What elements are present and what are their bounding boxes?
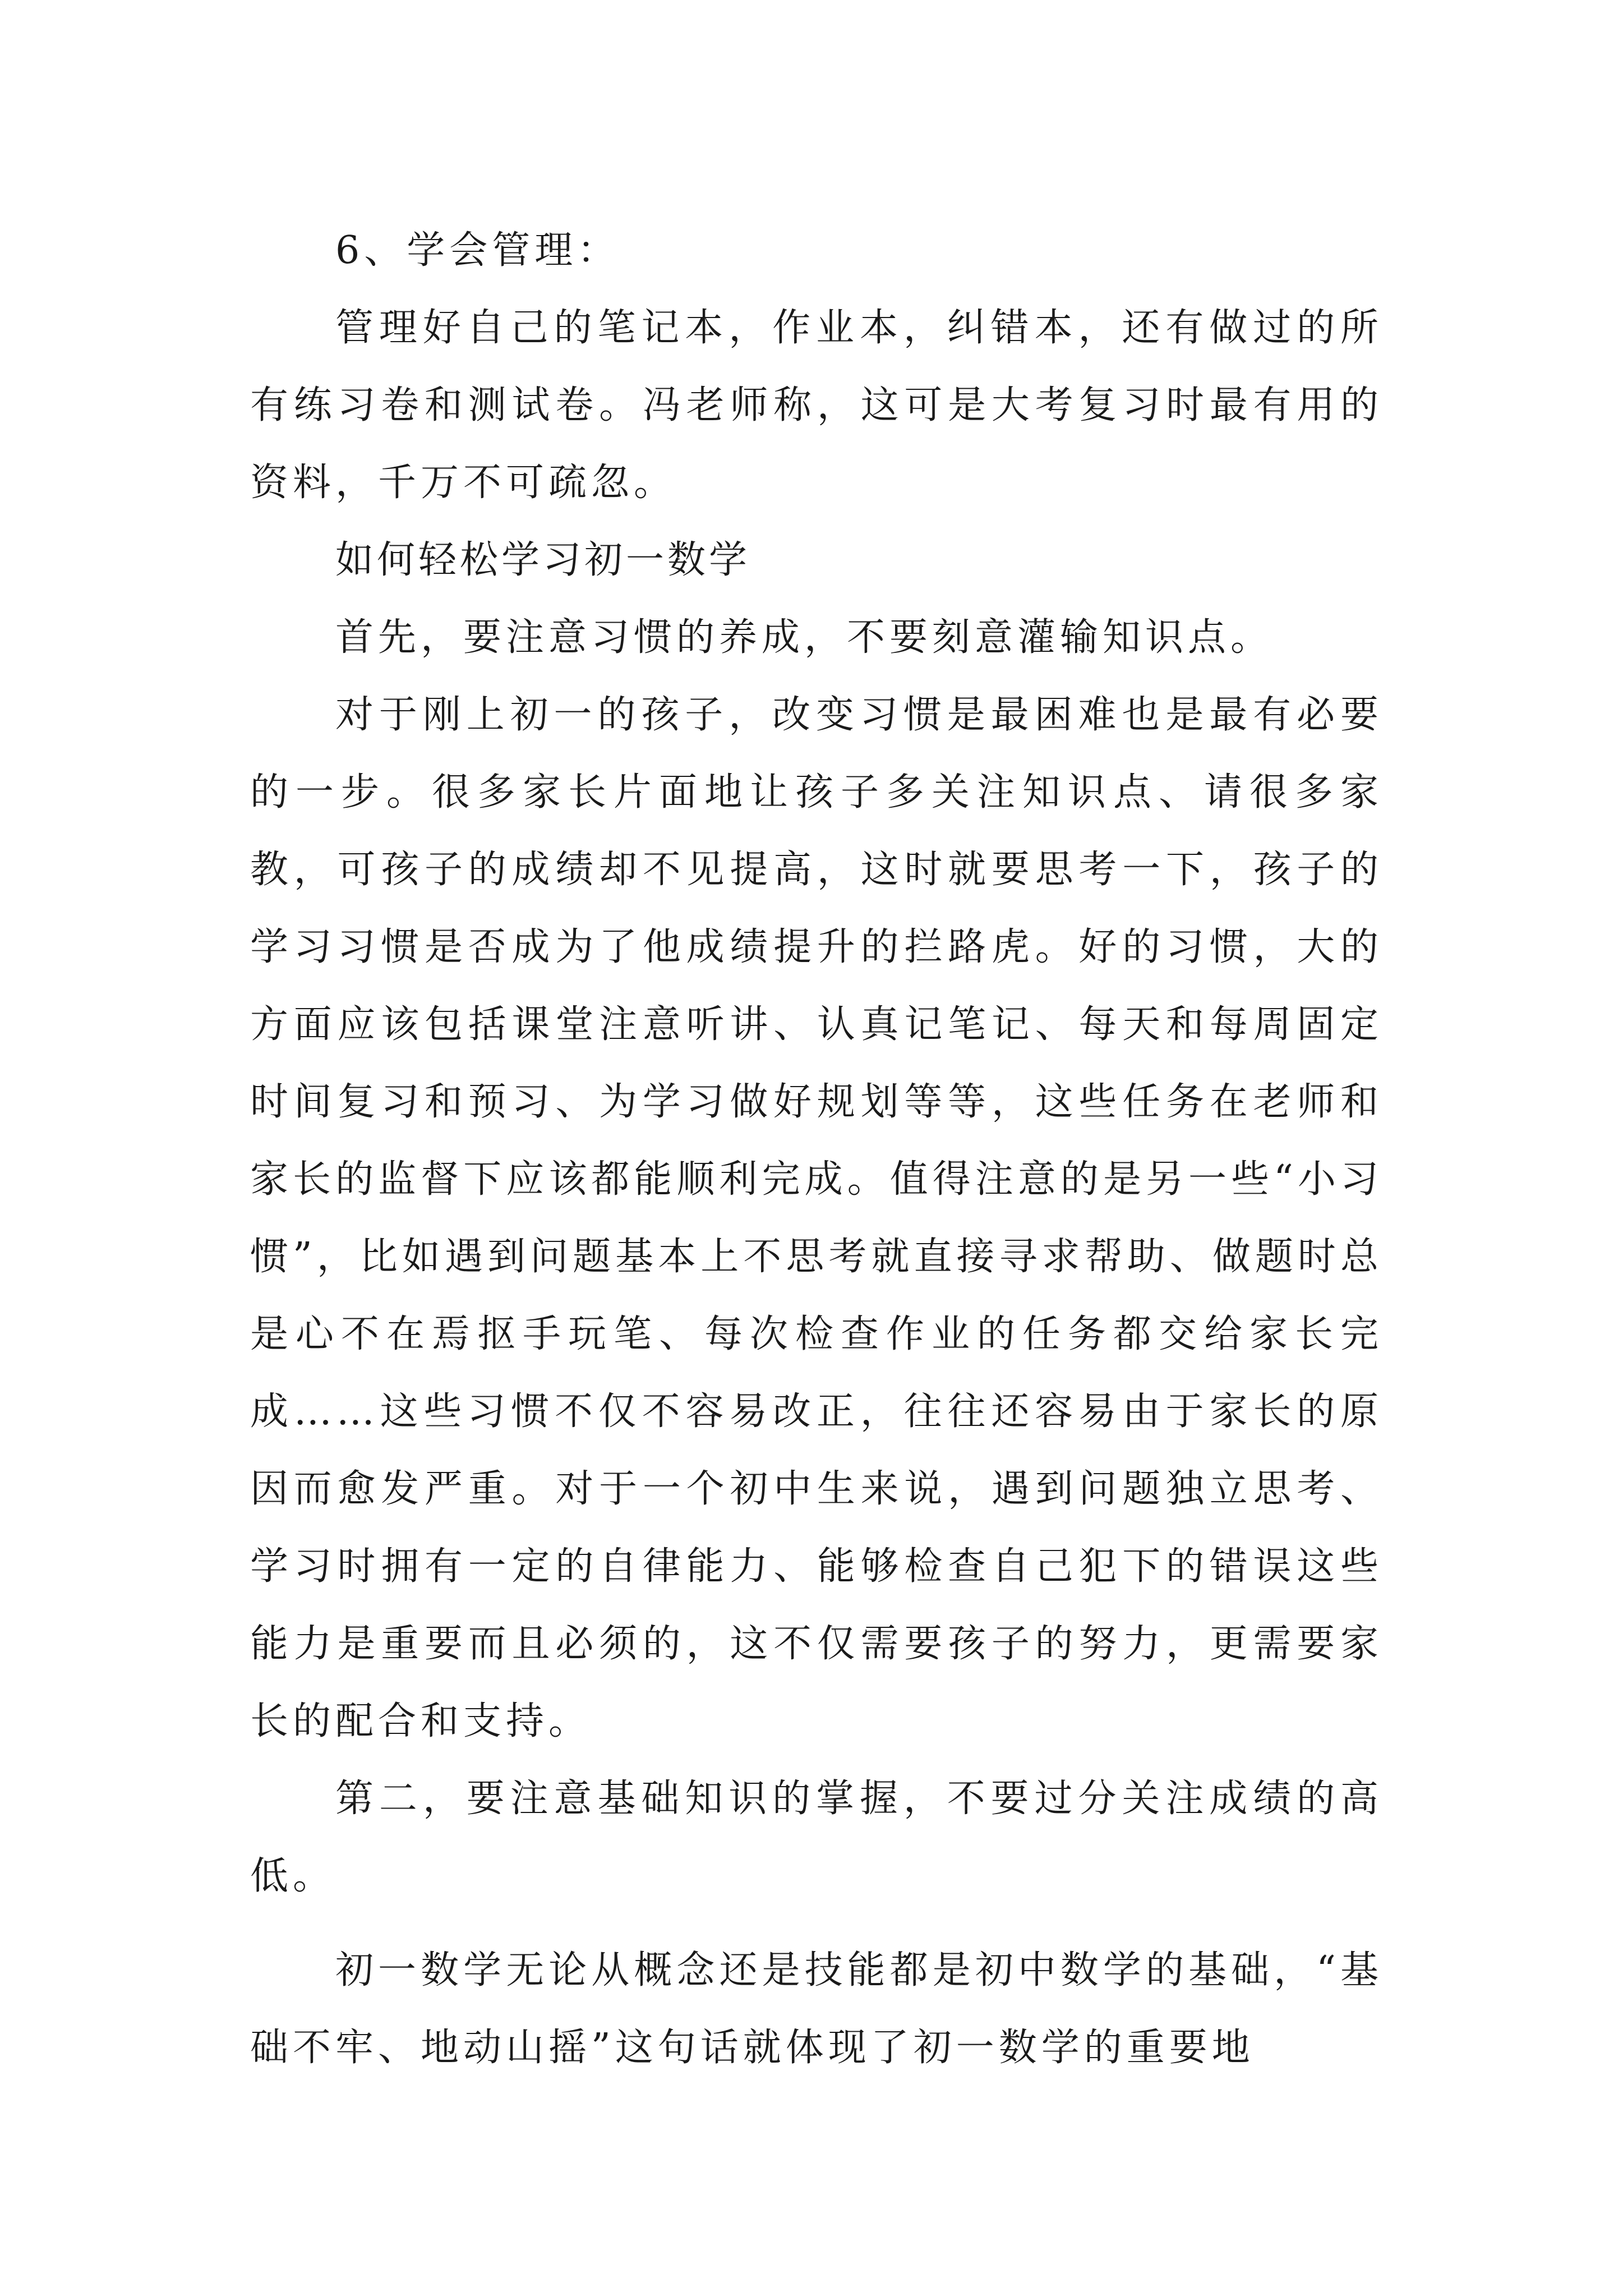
section-heading-learn-management: 6、学会管理： xyxy=(335,228,620,273)
paragraph-habits: 对于刚上初一的孩子，改变习惯是最困难也是最有必要的一步。很多家长片面地让孩子多关注知识点、请很多家教，可孩子的成绩却不见提高，这时就要思考一下，孩子的学习习惯是否成为了他成绩提升的拦路虎。好的习惯，大的方面应该包括课堂注意听讲、认真记笔记、每天和每周固定时间复习和预习、为学习做好规划等等，这些任务在老师和家长的监督下应该都能顺利完成。值得注意的是另一些“小习惯”，比如遇到问题基本上不思考就直接寻求帮助、做题时总是心不在焉抠手玩笔、每次检查作业的任务都交给家长完成……这些习惯不仅不容易改正，往往还容易由于家长的原因而愈发严重。对于一个初中生来说，遇到问题独立思考、学习时拥有一定的自律能力、能够检查自己犯下的错误这些能力是重要而且必须的，这不仅需要孩子的努力，更需要家长的配合和支持。 xyxy=(250,693,1383,1743)
paragraph-manage-notebooks: 管理好自己的笔记本，作业本，纠错本，还有做过的所有练习卷和测试卷。冯老师称，这可是大考复习时最有用的资料，千万不可疏忽。 xyxy=(250,306,1383,505)
article-subtitle: 如何轻松学习初一数学 xyxy=(335,538,751,582)
document-body xyxy=(250,212,1383,2087)
paragraph-basics: 初一数学无论从概念还是技能都是初中数学的基础，“基础不牢、地动山摇”这句话就体现了初一数学的重要地 xyxy=(250,1948,1383,2070)
paragraph-second-point: 第二，要注意基础知识的掌握，不要过分关注成绩的高低。 xyxy=(250,1777,1383,1898)
paragraph-first-point: 首先，要注意习惯的养成，不要刻意灌输知识点。 xyxy=(335,615,1274,660)
